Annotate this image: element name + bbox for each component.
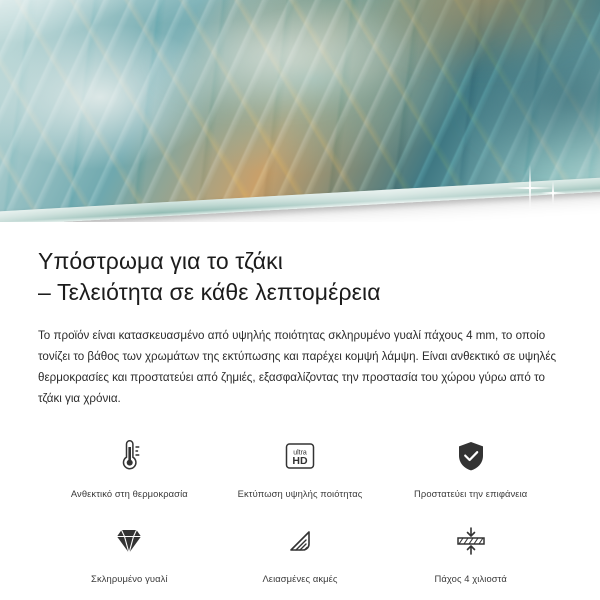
diamond-icon — [106, 518, 152, 564]
feature-smooth-edges — [215, 518, 386, 585]
hero-image-inner — [0, 0, 600, 222]
shield-check-icon — [448, 433, 494, 479]
feature-label: Πάχος 4 χιλιοστά — [434, 573, 507, 584]
feature-label: Εκτύπωση υψηλής ποιότητας — [237, 488, 363, 499]
headline-line-1: Υπόστρωμα για το τζάκι — [38, 248, 283, 274]
body-paragraph: Το προϊόν είναι κατασκευασμένο από υψηλής ποιότητας σκληρυμένο γυαλί πάχους 4 mm, το οποίο τονίζει το βάθος των χρωμάτων της εκτύπωσης και παρέχει κομψή λάμψη. Είναι ανθεκτικό σε υψηλές θερμοκρασίες και προστατεύει από ζημιές, εξασφαλίζοντας την προστασία του χώρου γύρω από το τζάκι για χρόνια. — [38, 329, 557, 405]
svg-text:HD: HD — [292, 455, 308, 467]
feature-heat-resistant — [44, 433, 215, 500]
feature-surface-protection — [385, 433, 556, 500]
feature-print-quality — [215, 433, 386, 500]
svg-text:ultra: ultra — [293, 449, 307, 457]
thermometer-icon — [106, 433, 152, 479]
thickness-arrows-icon — [448, 518, 494, 564]
feature-label: Ανθεκτικό στη θερμοκρασία — [70, 488, 188, 499]
feature-label: Προστατεύει την επιφάνεια — [414, 488, 528, 499]
content-block — [0, 222, 600, 585]
feature-thickness — [385, 518, 556, 585]
page-title — [38, 246, 562, 308]
hero-image — [0, 0, 600, 222]
smooth-edges-icon — [277, 518, 323, 564]
headline-line-2: – Τελειότητα σε κάθε λεπτομέρεια — [38, 279, 381, 305]
feature-tempered-glass — [44, 518, 215, 585]
feature-label: Σκληρυμένο γυαλί — [91, 573, 168, 584]
feature-grid — [38, 433, 562, 585]
feature-label: Λειασμένες ακμές — [262, 573, 338, 584]
ultra-hd-icon — [277, 433, 323, 479]
